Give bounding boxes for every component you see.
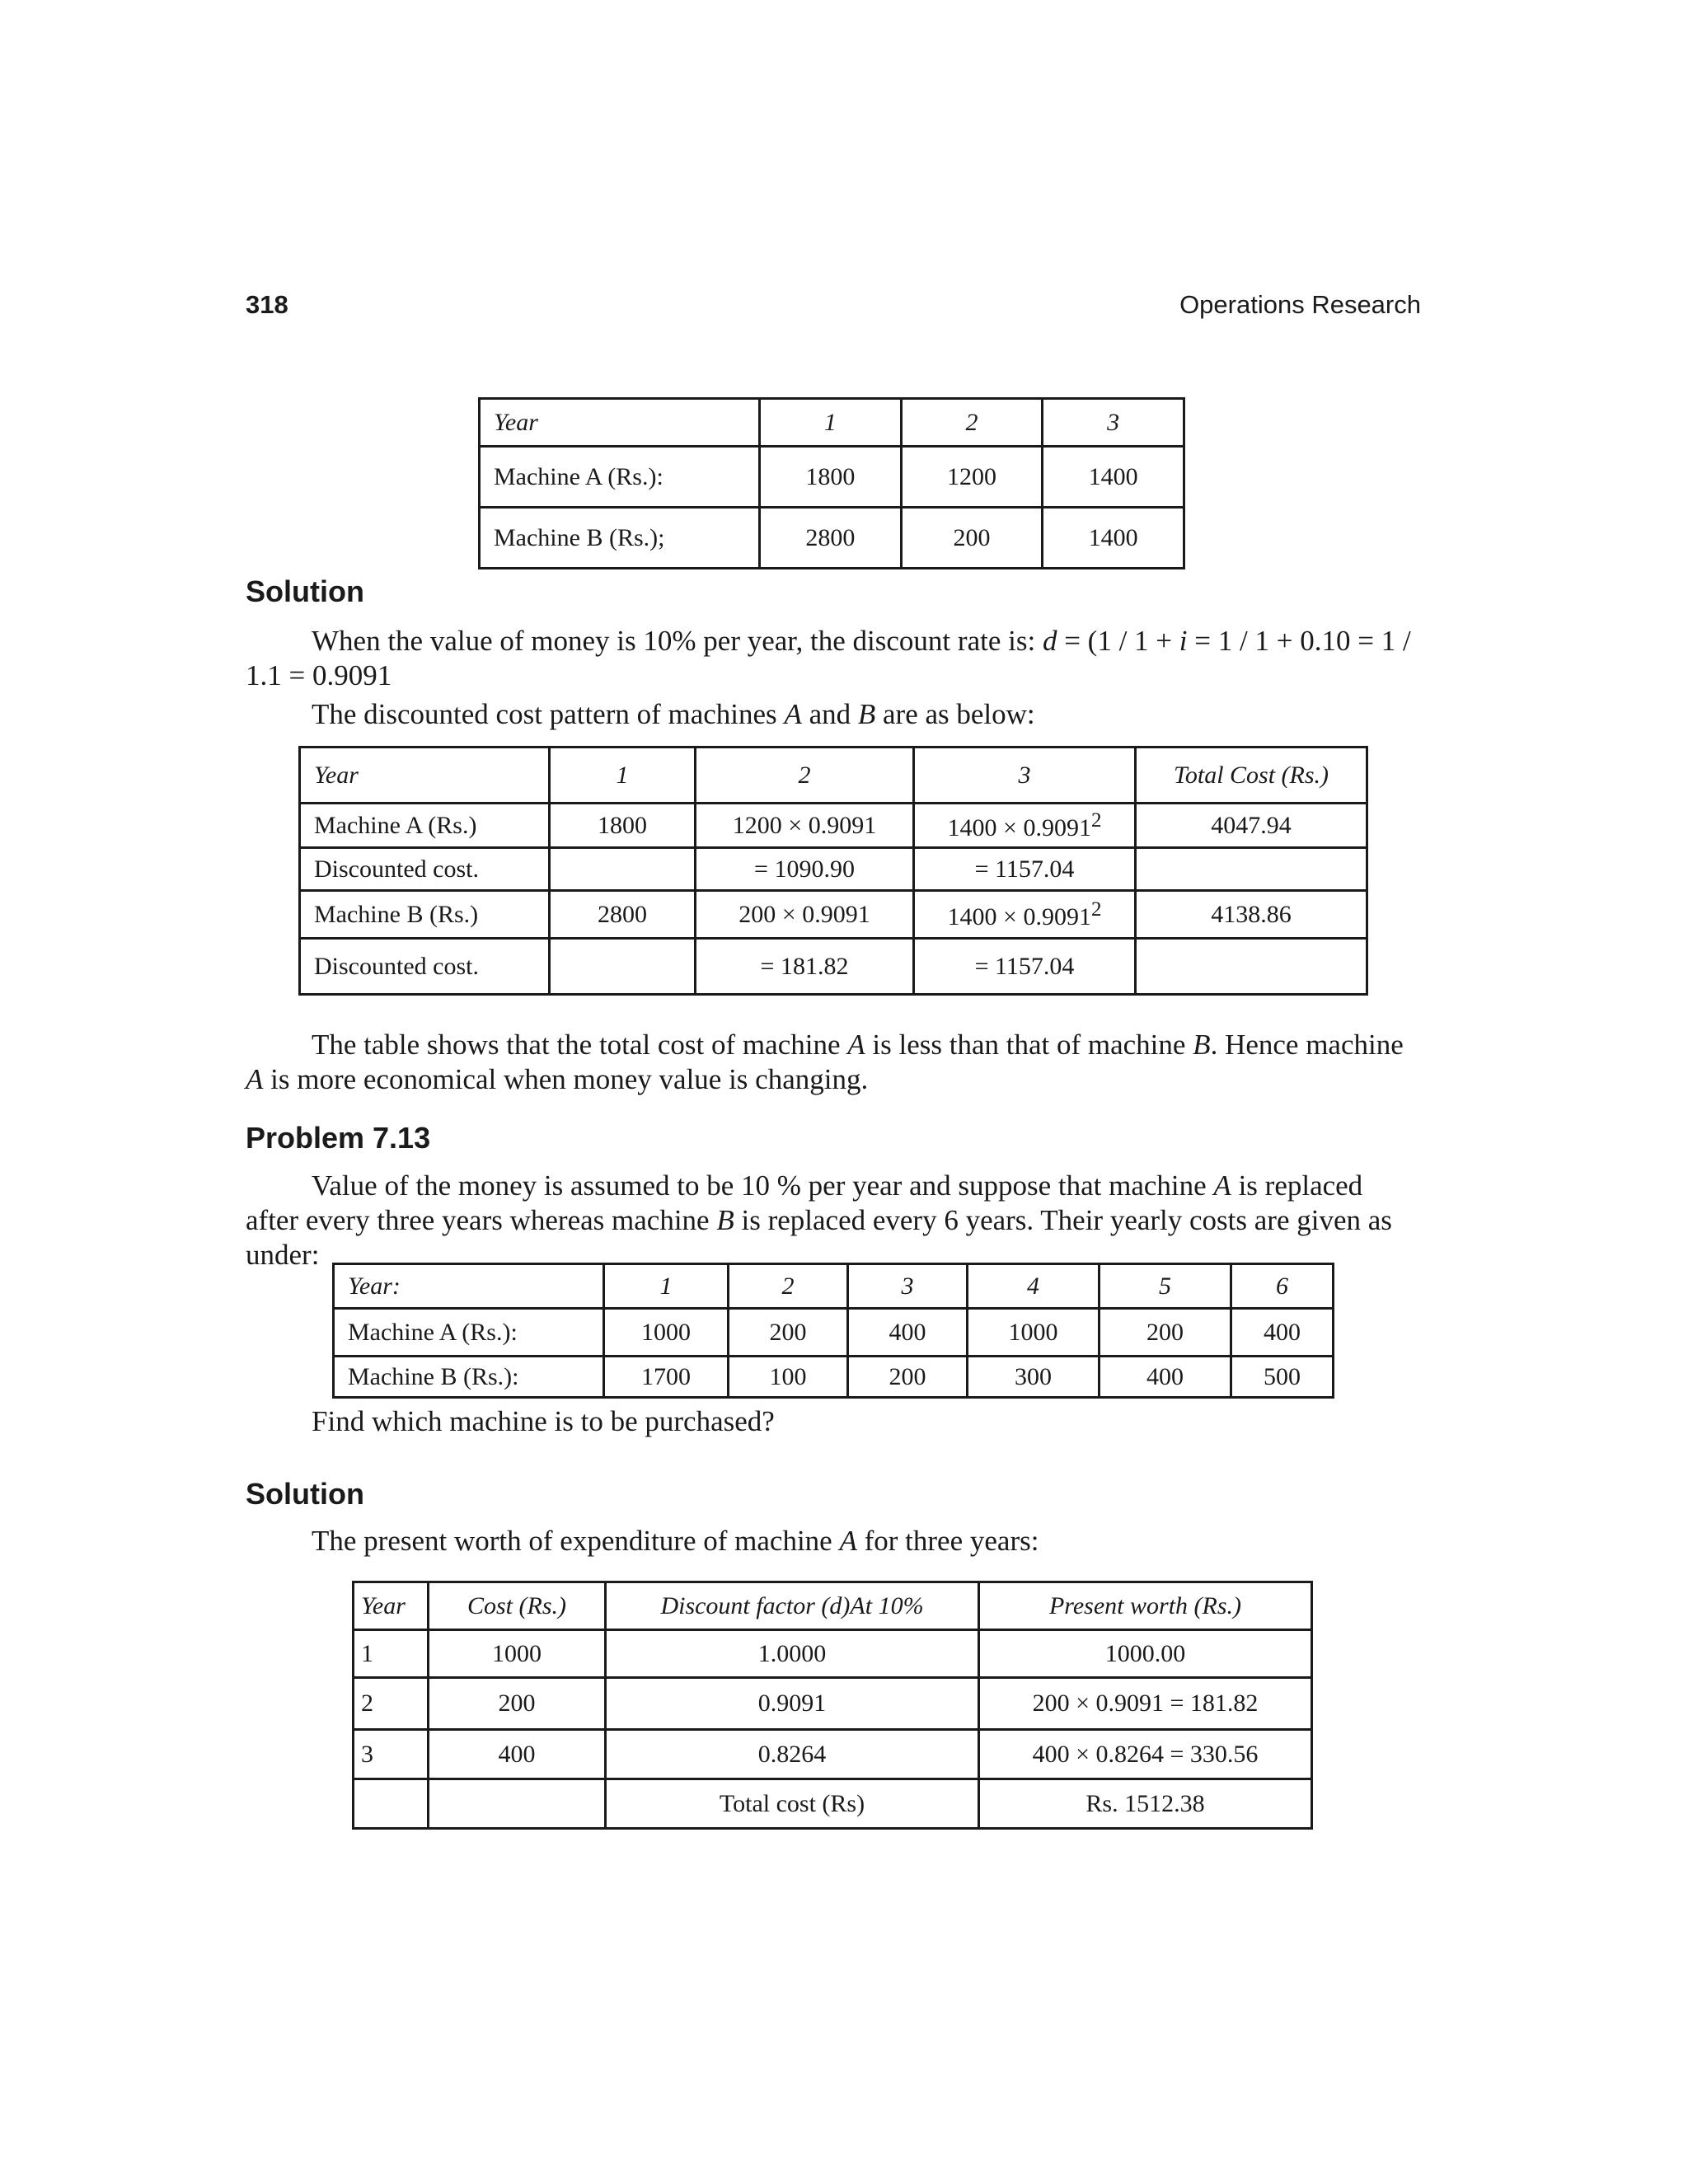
table-cell: 400 × 0.8264 = 330.56 [979,1730,1312,1779]
table-header-cell: Year [354,1582,429,1630]
table-cell: 4047.94 [1136,804,1367,848]
discount-rate-paragraph: When the value of money is 10% per year, the discount rate is: d = (1 / 1 + i = 1 / 1 + 0.10 = 1 / 1.1 = 0.9091 [246,625,1411,691]
problem-heading: Problem 7.13 [246,1121,431,1155]
table-header-row [480,399,1184,447]
table-cell: 1.0000 [606,1630,979,1678]
table-header-cell: 6 [1231,1264,1334,1309]
table-cell: 200 [429,1678,606,1730]
table-row [300,848,1367,891]
table-row [480,508,1184,569]
table-row [300,891,1367,939]
table-cell: 200 × 0.9091 [696,891,914,939]
table-header-cell: 5 [1100,1264,1231,1309]
running-title: Operations Research [1179,290,1421,319]
table-row [354,1678,1312,1730]
table-header-cell: Year [300,748,550,804]
table-row [334,1309,1334,1357]
question-line: Find which machine is to be purchased? [312,1405,775,1437]
table-cell [354,1779,429,1829]
table-cell: 400 [429,1730,606,1779]
table-cell: Machine B (Rs.); [480,508,760,569]
table-cell: 3 [354,1730,429,1779]
table-header-cell: 1 [550,748,696,804]
discounted-cost-table [298,746,1368,996]
table-row [354,1730,1312,1779]
table-cell: 1000.00 [979,1630,1312,1678]
table-header-cell: Present worth (Rs.) [979,1582,1312,1630]
table-cell: 400 [1100,1357,1231,1398]
table-header-row [334,1264,1334,1309]
table-header-row [300,748,1367,804]
discounted-pattern-line: The discounted cost pattern of machines A and B are as below: [312,698,1035,730]
table-header-cell: 1 [604,1264,729,1309]
table-row [480,447,1184,508]
table-header-cell: 2 [729,1264,848,1309]
table-row [354,1630,1312,1678]
table-header-cell: 2 [696,748,914,804]
table-cell: Machine A (Rs.): [334,1309,604,1357]
table-cell: = 1157.04 [914,939,1136,995]
table-header-cell: Total Cost (Rs.) [1136,748,1367,804]
table-cell [429,1779,606,1829]
table-cell: 200 [729,1309,848,1357]
table-cell: 1 [354,1630,429,1678]
table-header-cell: Discount factor (d)At 10% [606,1582,979,1630]
table-cell: Total cost (Rs) [606,1779,979,1829]
table-header-cell: Cost (Rs.) [429,1582,606,1630]
table-cell: Machine A (Rs.) [300,804,550,848]
table-header-cell: 4 [968,1264,1100,1309]
table-header-cell: Year [480,399,760,447]
table-cell: Machine B (Rs.) [300,891,550,939]
table-cell: 1000 [968,1309,1100,1357]
machine-cost-table [478,397,1185,569]
table-row [354,1779,1312,1829]
table-cell [1136,848,1367,891]
table-cell: 200 [1100,1309,1231,1357]
table-cell: 1400 [1043,447,1184,508]
table-cell: 1800 [760,447,902,508]
conclusion-paragraph: The table shows that the total cost of machine A is less than that of machine B. Hence machine A is more economical when money value is changing. [246,1029,1404,1095]
table-cell: 400 [848,1309,968,1357]
table-row [300,804,1367,848]
table-cell: 2800 [760,508,902,569]
table-cell: Machine A (Rs.): [480,447,760,508]
table-cell: 300 [968,1357,1100,1398]
table-cell: = 1157.04 [914,848,1136,891]
table-cell: 1000 [604,1309,729,1357]
section-heading: Solution [246,574,364,608]
table-cell: 500 [1231,1357,1334,1398]
table-cell: 100 [729,1357,848,1398]
table-row [300,939,1367,995]
present-worth-line: The present worth of expenditure of machine A for three years: [312,1525,1039,1557]
table-cell: Discounted cost. [300,848,550,891]
table-cell: 2 [354,1678,429,1730]
table-cell: $1400 \times 0.9091^2$ [914,891,1136,939]
table-cell: = 181.82 [696,939,914,995]
table-cell: 1200 [901,447,1043,508]
table-cell: 4138.86 [1136,891,1367,939]
table-cell: 200 × 0.9091 = 181.82 [979,1678,1312,1730]
table-header-cell: 3 [848,1264,968,1309]
table-cell: 400 [1231,1309,1334,1357]
table-cell: 200 [848,1357,968,1398]
page-number: 318 [246,290,288,319]
table-header-cell: 1 [760,399,902,447]
section-heading: Solution [246,1477,364,1511]
table-cell: Machine B (Rs.): [334,1357,604,1398]
table-cell: 2800 [550,891,696,939]
table-cell [1136,939,1367,995]
table-cell: 1000 [429,1630,606,1678]
table-cell: 1400 [1043,508,1184,569]
table-cell: $1400 \times 0.9091^2$ [914,804,1136,848]
table-cell: 1700 [604,1357,729,1398]
table-row [334,1357,1334,1398]
table-header-cell: 2 [901,399,1043,447]
table-cell: 200 [901,508,1043,569]
table-header-row [354,1582,1312,1630]
table-header-cell: 3 [914,748,1136,804]
table-header-cell: 3 [1043,399,1184,447]
table-cell: = 1090.90 [696,848,914,891]
table-header-cell: Year: [334,1264,604,1309]
table-cell: 1800 [550,804,696,848]
table-cell: 0.8264 [606,1730,979,1779]
table-cell: Discounted cost. [300,939,550,995]
yearly-cost-table [332,1263,1334,1399]
table-cell: Rs. 1512.38 [979,1779,1312,1829]
table-cell: 1200 × 0.9091 [696,804,914,848]
table-cell: 0.9091 [606,1678,979,1730]
table-cell [550,848,696,891]
problem-paragraph: Value of the money is assumed to be 10 % per year and suppose that machine A is replaced after every three years whereas machine B is replaced every 6 years. Their yearly costs are given as under: [246,1169,1392,1271]
present-worth-table [352,1581,1313,1830]
table-cell [550,939,696,995]
